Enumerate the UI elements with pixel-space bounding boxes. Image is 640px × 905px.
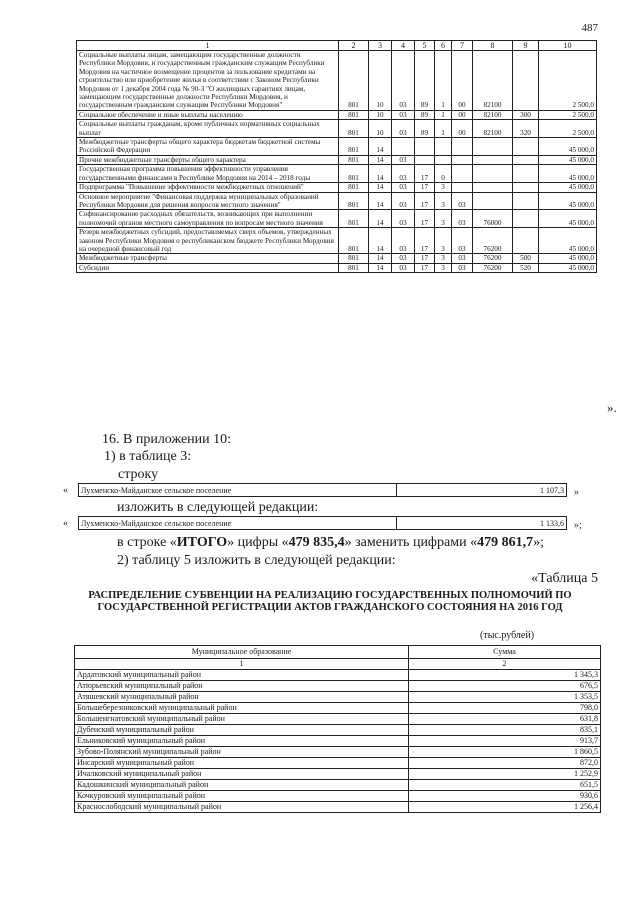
municipality-name: Кочкуровский муниципальный район xyxy=(75,791,409,802)
code-cell xyxy=(473,183,513,192)
code-cell: 320 xyxy=(513,120,539,138)
code-cell: 03 xyxy=(452,254,473,263)
subvention-sum: 631,8 xyxy=(409,714,601,725)
table5-heading: РАСПРЕДЕЛЕНИЕ СУБВЕНЦИИ НА РЕАЛИЗАЦИЮ ГОСУДАРСТВЕННЫХ ПОЛНОМОЧИЙ ПО ГОСУДАРСТВЕННОЙ РЕГИСТРАЦИИ АКТОВ ГРАЖДАНСКОГО СОСТОЯНИЯ НА 2016 ГОД xyxy=(88,590,572,613)
code-cell xyxy=(473,138,513,156)
replace-phrase: изложить в следующей редакции: xyxy=(117,500,319,515)
subvention-sum: 1 353,5 xyxy=(409,692,601,703)
code-cell: 03 xyxy=(392,228,415,254)
municipality-name: Дубенский муниципальный район xyxy=(75,725,409,736)
itogo-mid-1: » цифры « xyxy=(227,535,289,550)
code-cell xyxy=(513,51,539,111)
subvention-sum: 1 860,5 xyxy=(409,747,601,758)
amount-cell: 45 000,0 xyxy=(539,183,597,192)
code-cell: 3 xyxy=(435,263,452,272)
budget-table-header-row xyxy=(77,41,597,51)
itogo-sentence xyxy=(117,535,544,551)
expense-name-cell: Прочие межбюджетные трансферты общего характера xyxy=(77,155,339,164)
code-cell: 89 xyxy=(415,51,435,111)
code-cell: 1 xyxy=(435,120,452,138)
amendment-item-16: 16. В приложении 10: xyxy=(102,432,232,447)
table-row xyxy=(77,138,597,156)
close-quote: »; xyxy=(574,520,582,531)
expense-name-cell: Субсидии xyxy=(77,263,339,272)
table-row xyxy=(75,736,601,747)
code-cell: 14 xyxy=(369,165,392,183)
amount-cell: 2 500,0 xyxy=(539,120,597,138)
table-row xyxy=(77,192,597,210)
code-cell xyxy=(452,165,473,183)
code-cell: 14 xyxy=(369,183,392,192)
code-cell: 17 xyxy=(415,183,435,192)
code-cell: 3 xyxy=(435,192,452,210)
code-cell: 82100 xyxy=(473,110,513,119)
code-cell: 3 xyxy=(435,228,452,254)
code-cell: 76200 xyxy=(473,228,513,254)
code-cell: 3 xyxy=(435,210,452,228)
itogo-mid-2: » заменить цифрами « xyxy=(344,535,478,550)
code-cell: 801 xyxy=(339,165,369,183)
subvention-sum: 798,0 xyxy=(409,703,601,714)
code-cell xyxy=(513,155,539,164)
subvention-sum: 913,7 xyxy=(409,736,601,747)
code-cell: 03 xyxy=(392,183,415,192)
code-cell: 17 xyxy=(415,228,435,254)
table-row xyxy=(79,484,567,497)
table-row xyxy=(75,670,601,681)
code-cell: 300 xyxy=(513,110,539,119)
code-cell: 89 xyxy=(415,120,435,138)
column-number: 3 xyxy=(369,41,392,51)
column-number: 5 xyxy=(415,41,435,51)
table-row xyxy=(77,263,597,272)
amount-cell: 45 000,0 xyxy=(539,165,597,183)
code-cell: 03 xyxy=(452,210,473,228)
open-quote: « xyxy=(63,485,68,496)
code-cell xyxy=(435,138,452,156)
code-cell: 801 xyxy=(339,263,369,272)
subvention-sum: 872,0 xyxy=(409,758,601,769)
table-row xyxy=(75,802,601,813)
column-number-row xyxy=(75,659,601,670)
code-cell: 801 xyxy=(339,110,369,119)
code-cell: 03 xyxy=(452,228,473,254)
code-cell: 82100 xyxy=(473,120,513,138)
code-cell: 801 xyxy=(339,254,369,263)
code-cell: 1 xyxy=(435,110,452,119)
municipal-subvention-table xyxy=(74,645,601,813)
code-cell: 801 xyxy=(339,228,369,254)
code-cell: 03 xyxy=(392,254,415,263)
amount-cell: 2 500,0 xyxy=(539,110,597,119)
code-cell: 17 xyxy=(415,263,435,272)
code-cell: 801 xyxy=(339,210,369,228)
code-cell: 14 xyxy=(369,210,392,228)
municipality-name: Ельниковский муниципальный район xyxy=(75,736,409,747)
column-header-municipality: Муниципальное образование xyxy=(75,646,409,659)
column-number: 1 xyxy=(77,41,339,51)
table-row xyxy=(75,681,601,692)
municipality-name: Краснослободский муниципальный район xyxy=(75,802,409,813)
new-row-table xyxy=(78,516,567,530)
code-cell: 03 xyxy=(392,51,415,111)
table-row xyxy=(79,517,567,530)
code-cell xyxy=(513,192,539,210)
itogo-old-value: 479 835,4 xyxy=(288,535,345,550)
code-cell: 76200 xyxy=(473,263,513,272)
table-row xyxy=(75,769,601,780)
municipality-name: Зубово-Полянский муниципальный район xyxy=(75,747,409,758)
column-number: 10 xyxy=(539,41,597,51)
table-row xyxy=(75,780,601,791)
column-number: 6 xyxy=(435,41,452,51)
amount-cell: 45 000,0 xyxy=(539,210,597,228)
table-row xyxy=(75,725,601,736)
column-number: 2 xyxy=(339,41,369,51)
code-cell: 76200 xyxy=(473,254,513,263)
table-row xyxy=(75,791,601,802)
municipality-name: Кадошкинский муниципальный район xyxy=(75,780,409,791)
code-cell: 14 xyxy=(369,228,392,254)
table-row xyxy=(77,210,597,228)
old-row-table xyxy=(78,483,567,497)
municipality-name: Большеигнатовский муниципальный район xyxy=(75,714,409,725)
code-cell: 10 xyxy=(369,110,392,119)
code-cell: 801 xyxy=(339,192,369,210)
open-quote: « xyxy=(63,518,68,529)
amendment-sub-item-2: 2) таблицу 5 изложить в следующей редакции: xyxy=(117,553,396,568)
code-cell: 500 xyxy=(513,254,539,263)
itogo-prefix: в строке « xyxy=(117,535,177,550)
code-cell: 10 xyxy=(369,120,392,138)
code-cell xyxy=(452,138,473,156)
code-cell: 76000 xyxy=(473,210,513,228)
table-header-row xyxy=(75,646,601,659)
code-cell: 14 xyxy=(369,263,392,272)
column-number: 7 xyxy=(452,41,473,51)
code-cell: 00 xyxy=(452,51,473,111)
code-cell: 14 xyxy=(369,192,392,210)
expense-name-cell: Межбюджетные трансферты xyxy=(77,254,339,263)
settlement-name: Лухменско-Майданское сельское поселение xyxy=(79,517,397,530)
code-cell: 17 xyxy=(415,254,435,263)
expense-name-cell: Социальные выплаты гражданам, кроме публичных нормативных социальных выплат xyxy=(77,120,339,138)
code-cell xyxy=(415,155,435,164)
subvention-sum: 835,1 xyxy=(409,725,601,736)
amount-cell: 45 000,0 xyxy=(539,254,597,263)
amendment-word-row: строку xyxy=(118,467,159,482)
code-cell: 801 xyxy=(339,51,369,111)
itogo-suffix: »; xyxy=(533,535,544,550)
code-cell: 14 xyxy=(369,138,392,156)
amount-cell: 45 000,0 xyxy=(539,155,597,164)
code-cell: 801 xyxy=(339,155,369,164)
municipality-name: Большеберезниковский муниципальный район xyxy=(75,703,409,714)
code-cell xyxy=(513,210,539,228)
code-cell: 17 xyxy=(415,192,435,210)
municipality-name: Атяшевский муниципальный район xyxy=(75,692,409,703)
budget-table xyxy=(76,40,597,273)
column-number: 8 xyxy=(473,41,513,51)
expense-name-cell: Социальное обеспечение и иные выплаты населению xyxy=(77,110,339,119)
expense-name-cell: Основное мероприятие "Финансовая поддержка муниципальных образований Республики Мордовия для решения вопросов местного значения" xyxy=(77,192,339,210)
subvention-sum: 676,5 xyxy=(409,681,601,692)
code-cell: 03 xyxy=(452,263,473,272)
amendment-sub-item-1: 1) в таблице 3: xyxy=(104,449,192,464)
code-cell: 00 xyxy=(452,120,473,138)
amount-cell: 45 000,0 xyxy=(539,263,597,272)
table-row xyxy=(77,110,597,119)
page-number: 487 xyxy=(581,22,598,34)
expense-name-cell: Резерв межбюджетных субсидий, предоставляемых сверх объемов, утвержденных законом Республики Мордовия о республиканском бюджете Республики Мордовия на очередной финансовый год xyxy=(77,228,339,254)
amount-cell: 45 000,0 xyxy=(539,228,597,254)
expense-name-cell: Софинансирование расходных обязательств, возникающих при выполнении полномочий органов местного самоуправления по вопросам местного значения xyxy=(77,210,339,228)
table-row xyxy=(77,228,597,254)
code-cell: 03 xyxy=(392,210,415,228)
amount-cell: 45 000,0 xyxy=(539,138,597,156)
code-cell: 03 xyxy=(392,120,415,138)
code-cell: 1 xyxy=(435,51,452,111)
municipality-name: Атюрьевский муниципальный район xyxy=(75,681,409,692)
table-row xyxy=(75,758,601,769)
settlement-value: 1 133,6 xyxy=(397,517,567,530)
code-cell xyxy=(473,192,513,210)
table-row xyxy=(75,692,601,703)
column-header-sum: Сумма xyxy=(409,646,601,659)
subvention-sum: 1 256,4 xyxy=(409,802,601,813)
code-cell xyxy=(452,183,473,192)
code-cell: 801 xyxy=(339,183,369,192)
itogo-word: ИТОГО xyxy=(176,535,228,550)
code-cell xyxy=(473,165,513,183)
code-cell xyxy=(435,155,452,164)
amount-cell: 45 000,0 xyxy=(539,192,597,210)
table-row xyxy=(77,165,597,183)
close-quote: » xyxy=(574,487,579,498)
settlement-value: 1 107,3 xyxy=(397,484,567,497)
code-cell: 520 xyxy=(513,263,539,272)
code-cell xyxy=(415,138,435,156)
table-row xyxy=(75,703,601,714)
table5-label: «Таблица 5 xyxy=(531,571,598,586)
code-cell: 14 xyxy=(369,155,392,164)
code-cell xyxy=(392,138,415,156)
amount-cell: 2 500,0 xyxy=(539,51,597,111)
expense-name-cell: Подпрограмма "Повышение эффективности межбюджетных отношений" xyxy=(77,183,339,192)
table-row xyxy=(75,747,601,758)
code-cell: 03 xyxy=(392,165,415,183)
code-cell: 801 xyxy=(339,138,369,156)
expense-name-cell: Государственная программа повышения эффективности управления государственными финансами в Республике Мордовия на 2014 – 2018 годы xyxy=(77,165,339,183)
code-cell: 3 xyxy=(435,183,452,192)
expense-name-cell: Социальные выплаты лицам, замещающим государственные должности Республики Мордовия, и государственным гражданским служащим Республики Мордовия на частичное возмещение процентов за пользование кредитами на строительство или приобретение жилья в соответствии с Законом Республики Мордовия от 1 декабря 2004 года № 90-З "О жилищных гарантиях лицам, замещающим государственные должности Республики Мордовия, и государственным гражданским служащим Республики Мордовия" xyxy=(77,51,339,111)
code-cell: 10 xyxy=(369,51,392,111)
table-row xyxy=(77,51,597,111)
table-row xyxy=(77,120,597,138)
code-cell: 03 xyxy=(392,192,415,210)
code-cell: 14 xyxy=(369,254,392,263)
settlement-name: Лухменско-Майданское сельское поселение xyxy=(79,484,397,497)
column-number: 1 xyxy=(75,659,409,670)
itogo-new-value: 479 861,7 xyxy=(477,535,534,550)
municipality-name: Ардатовский муниципальный район xyxy=(75,670,409,681)
code-cell: 03 xyxy=(452,192,473,210)
subvention-sum: 930,6 xyxy=(409,791,601,802)
code-cell: 17 xyxy=(415,165,435,183)
subvention-sum: 1 345,3 xyxy=(409,670,601,681)
expense-name-cell: Межбюджетные трансферты общего характера бюджетам бюджетной системы Российской Федерации xyxy=(77,138,339,156)
code-cell: 17 xyxy=(415,210,435,228)
code-cell: 03 xyxy=(392,263,415,272)
code-cell xyxy=(513,165,539,183)
code-cell xyxy=(513,183,539,192)
subvention-sum: 1 252,9 xyxy=(409,769,601,780)
table-row xyxy=(77,183,597,192)
column-number: 4 xyxy=(392,41,415,51)
code-cell xyxy=(473,155,513,164)
table-end-mark: ». xyxy=(607,400,617,415)
code-cell xyxy=(452,155,473,164)
subvention-sum: 651,5 xyxy=(409,780,601,791)
code-cell xyxy=(513,228,539,254)
table-row xyxy=(77,155,597,164)
table-row xyxy=(77,254,597,263)
code-cell: 3 xyxy=(435,254,452,263)
code-cell: 00 xyxy=(452,110,473,119)
code-cell: 03 xyxy=(392,110,415,119)
table-row xyxy=(75,714,601,725)
code-cell: 801 xyxy=(339,120,369,138)
code-cell: 0 xyxy=(435,165,452,183)
code-cell: 03 xyxy=(392,155,415,164)
code-cell xyxy=(513,138,539,156)
column-number: 2 xyxy=(409,659,601,670)
municipality-name: Ичалковский муниципальный район xyxy=(75,769,409,780)
column-number: 9 xyxy=(513,41,539,51)
currency-unit-note: (тыс.рублей) xyxy=(480,630,535,641)
code-cell: 82100 xyxy=(473,51,513,111)
code-cell: 89 xyxy=(415,110,435,119)
municipality-name: Инсарский муниципальный район xyxy=(75,758,409,769)
